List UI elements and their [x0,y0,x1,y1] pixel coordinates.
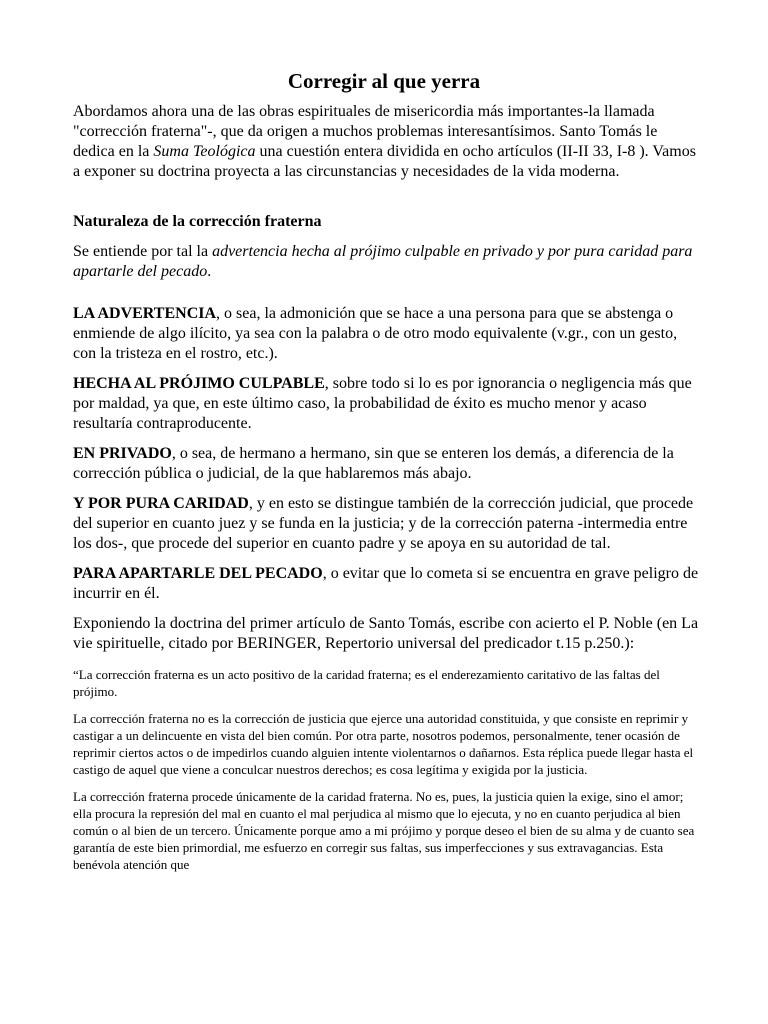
term-paragraph-pecado [73,564,699,604]
intro-paragraph [73,102,699,182]
quote-paragraph: La corrección fraterna procede únicamente de la caridad fraterna. No es, pues, la justicia quien la exige, sino el amor; ella procura la represión del mal en cuanto el mal perjudica al mismo que lo ejecuta, y no en cuanto perjudica al bien común o al bien de un tercero. Únicamente porque amo a mi prójimo y porque deseo el bien de su alma y de cuanto sea garantía de este bien primordial, me esfuerzo en corregir sus faltas, sus imperfecciones y sus extravagancias. Esta benévola atención que [73,789,695,872]
term-text: , sobre todo si lo es por ignorancia o negligencia más que por maldad, ya que, en este último caso, la probabilidad de éxito es mucho menor y acaso resultaría contraproducente. [73,375,692,432]
intro-text-end: una cuestión entera dividida en ocho artículos (II-II 33, I-8 ). Vamos a exponer su doctrina proyecta a las circunstancias y necesidades de la vida moderna. [73,143,696,180]
term-label: LA ADVERTENCIA [73,305,217,322]
intro-italic-title: Suma Teológica [153,143,256,160]
term-paragraph-projimo [73,374,699,434]
term-text: , o evitar que lo cometa si se encuentra en grave peligro de incurrir en él. [73,565,699,602]
term-text: , o sea, la admonición que se hace a una persona para que se abstenga o enmiende de algo ilícito, ya sea con la palabra o de otro modo equivalente (v.gr., con un gesto, con la tristeza en el rostro, etc.). [73,305,678,362]
definition-italic: advertencia hecha al prójimo culpable en privado y por pura caridad para apartarle del pecado [73,243,693,280]
term-paragraph-advertencia [73,304,699,364]
quote-paragraph: “La corrección fraterna es un acto positivo de la caridad fraterna; es el enderezamiento caritativo de las faltas del prójimo. [73,667,660,699]
term-text: , o sea, de hermano a hermano, sin que se enteren los demás, a diferencia de la corrección pública o judicial, de la que hablaremos más abajo. [73,445,674,482]
term-label: HECHA AL PRÓJIMO CULPABLE [73,375,325,392]
section-heading: Naturaleza de la corrección fraterna [73,213,322,230]
quote-paragraph: La corrección fraterna no es la corrección de justicia que ejerce una autoridad constituida, y que consiste en reprimir y castigar a un delincuente en vista del bien común. Por otra parte, nosotros podemos, personalmente, tener ocasión de reprimir ciertos actos o de impedirlos cuando alguien intente violentarnos o dañarnos. Esta réplica puede llegar hasta el castigo de aquel que viene a conculcar nuestros derechos; es cosa legítima y exigida por la justicia. [73,711,694,777]
term-label: EN PRIVADO [73,445,172,462]
intro-text-start: Abordamos ahora una de las obras espirituales de misericordia más importantes-la llamada "corrección fraterna"-, que da origen a muchos problemas interesantísimos. Santo Tomás le dedica en la [73,103,658,160]
document-body [73,102,699,883]
term-paragraph-caridad [73,494,699,554]
term-text: , y en esto se distingue también de la corrección judicial, que procede del superior en cuanto juez y se funda en la justicia; y de la corrección paterna -intermedia entre los dos-, que procede del superior en cuanto padre y se apoya en su autoridad de tal. [73,495,694,552]
definition-text-end: . [207,263,212,280]
term-label: Y POR PURA CARIDAD [73,495,249,512]
document-title: Corregir al que yerra [287,69,481,93]
definition-text-start: Se entiende por tal la [73,243,213,260]
definition-paragraph [73,242,699,282]
citation-paragraph: Exponiendo la doctrina del primer artículo de Santo Tomás, escribe con acierto el P. Noble (en La vie spirituelle, citado por BERINGER, Repertorio universal del predicador t.15 p.250.): [73,615,699,652]
term-paragraph-privado [73,444,699,484]
term-label: PARA APARTARLE DEL PECADO [73,565,323,582]
